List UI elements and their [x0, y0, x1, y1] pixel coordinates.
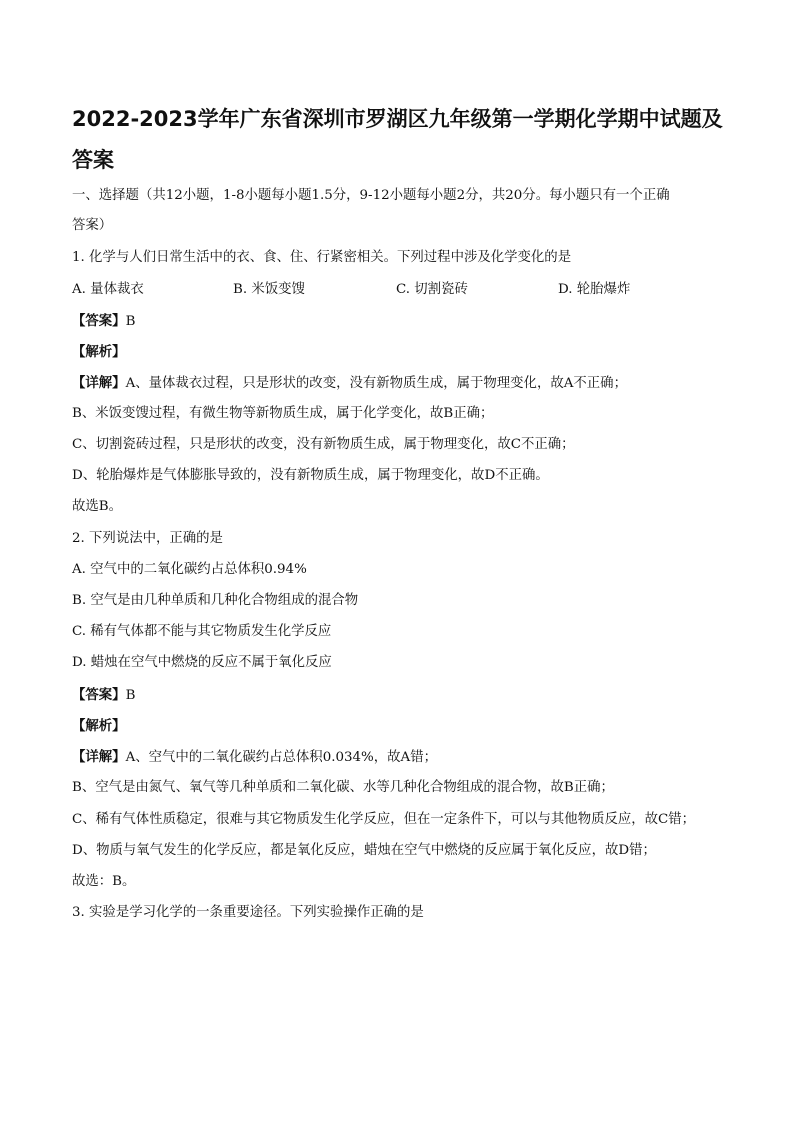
question-1-detail-b: B、米饭变馊过程，有微生物等新物质生成，属于化学变化，故B正确；: [72, 406, 494, 421]
question-2-option-d: D. 蜡烛在空气中燃烧的反应不属于氧化反应: [72, 655, 332, 670]
question-2-analysis-tag: 【解析】: [72, 718, 126, 734]
question-1-option-d: D. 轮胎爆炸: [558, 282, 631, 297]
question-1-option-c: C. 切割瓷砖: [396, 282, 468, 297]
answer-tag: 【答案】: [72, 687, 126, 703]
detail-text: A、空气中的二氧化碳约占总体积0.034%，故A错；: [125, 750, 437, 765]
answer-value: B: [125, 314, 136, 329]
question-1-conclusion: 故选B。: [72, 499, 123, 514]
question-1-analysis-tag: 【解析】: [72, 344, 126, 360]
question-3-stem: 3. 实验是学习化学的一条重要途径。下列实验操作正确的是: [72, 905, 424, 920]
document-title-line-1: 2022-2023学年广东省深圳市罗湖区九年级第一学期化学期中试题及: [72, 107, 723, 131]
answer-tag: 【答案】: [72, 313, 126, 329]
question-1-detail-c: C、切割瓷砖过程，只是形状的改变，没有新物质生成，属于物理变化，故C不正确；: [72, 437, 575, 452]
question-2-detail-c: C、稀有气体性质稳定，很难与其它物质发生化学反应，但在一定条件下，可以与其他物质反应，故C错；: [72, 812, 696, 827]
question-2-detail-b: B、空气是由氮气、氧气等几种单质和二氧化碳、水等几种化合物组成的混合物，故B正确；: [72, 780, 614, 795]
question-1-answer: [72, 312, 732, 331]
question-2-option-a: A. 空气中的二氧化碳约占总体积0.94%: [72, 562, 307, 577]
question-2-answer: [72, 686, 732, 705]
question-1-stem: 1. 化学与人们日常生活中的衣、食、住、行紧密相关。下列过程中涉及化学变化的是: [72, 250, 572, 265]
question-2-conclusion: 故选：B。: [72, 874, 136, 889]
section-heading-line-1: 一、选择题（共12小题，1-8小题每小题1.5分，9-12小题每小题2分，共20分。每小题只有一个正确: [72, 188, 670, 203]
question-2-detail-d: D、物质与氧气发生的化学反应，都是氧化反应，蜡烛在空气中燃烧的反应属于氧化反应，故D错；: [72, 843, 656, 858]
document-title-line-2: 答案: [72, 148, 114, 172]
question-1-option-b: B. 米饭变馊: [233, 282, 305, 297]
section-heading-line-2: 答案）: [72, 218, 113, 233]
question-2-stem: 2. 下列说法中，正确的是: [72, 531, 223, 546]
answer-value: B: [125, 688, 136, 703]
detail-tag: 【详解】: [72, 375, 126, 391]
question-1-option-a: A. 量体裁衣: [72, 282, 144, 297]
detail-text: A、量体裁衣过程，只是形状的改变，没有新物质生成，属于物理变化，故A不正确；: [125, 376, 627, 391]
question-2-option-c: C. 稀有气体都不能与其它物质发生化学反应: [72, 624, 332, 639]
question-1-detail-a: [72, 374, 732, 393]
question-2-detail-a: [72, 748, 732, 767]
question-2-option-b: B. 空气是由几种单质和几种化合物组成的混合物: [72, 593, 359, 608]
question-1-detail-d: D、轮胎爆炸是气体膨胀导致的，没有新物质生成，属于物理变化，故D不正确。: [72, 468, 549, 483]
detail-tag: 【详解】: [72, 749, 126, 765]
